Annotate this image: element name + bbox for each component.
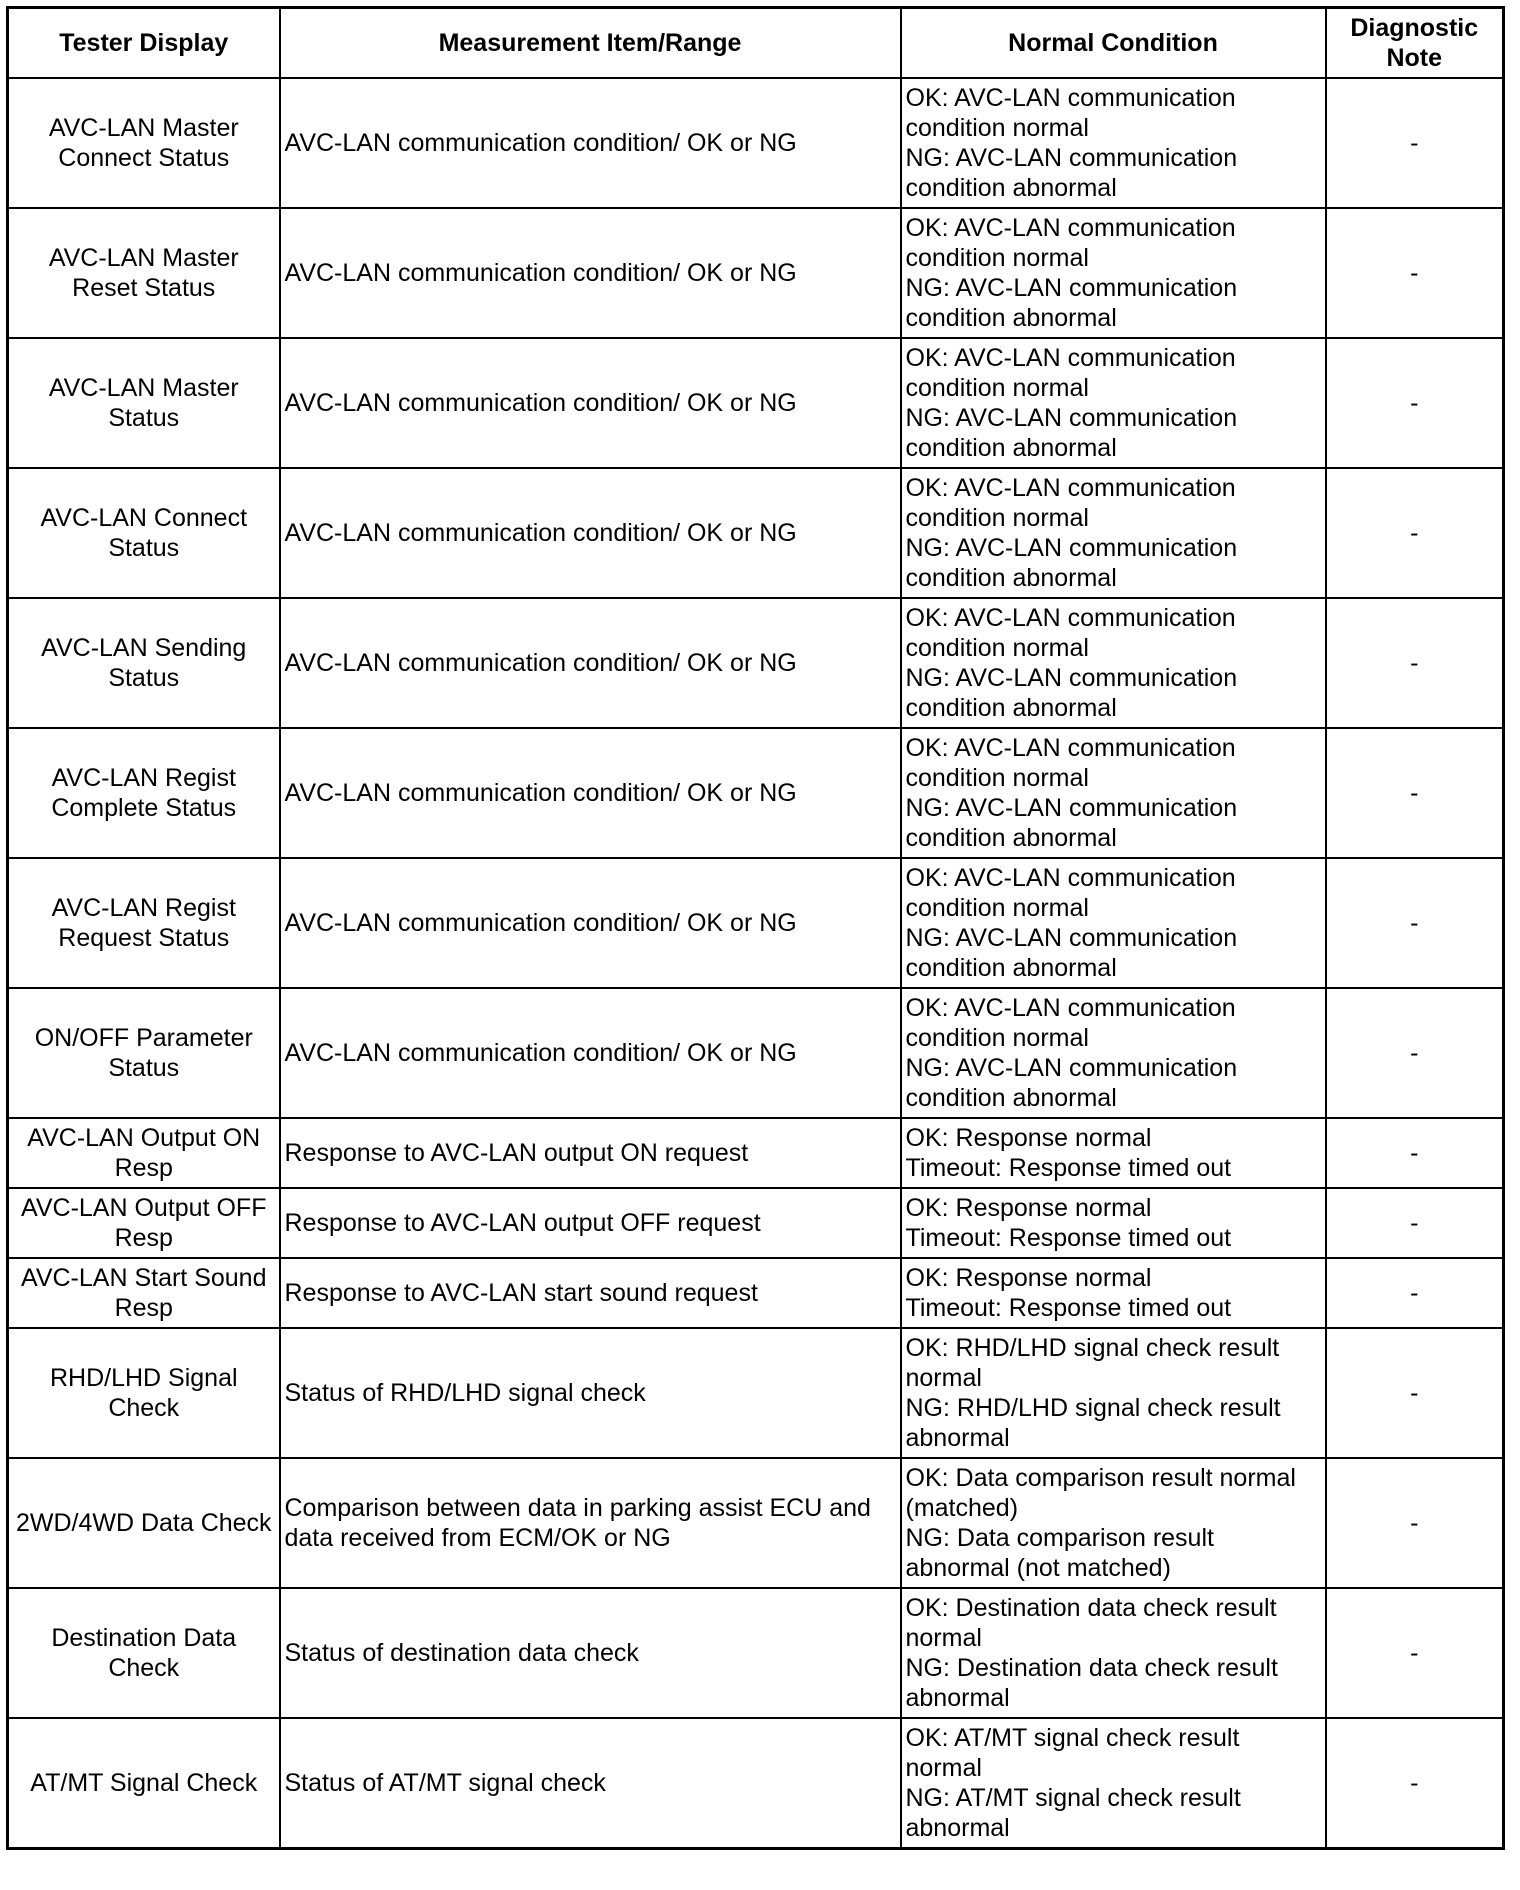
cell-normal-condition: OK: AVC-LAN communication condition normal NG: AVC-LAN communication condition abnormal <box>901 208 1326 338</box>
cell-normal-condition: OK: AVC-LAN communication condition normal NG: AVC-LAN communication condition abnormal <box>901 78 1326 208</box>
cell-tester-display: AVC-LAN Start Sound Resp <box>8 1258 280 1328</box>
cell-tester-display: Destination Data Check <box>8 1588 280 1718</box>
cell-tester-display: AVC-LAN Master Connect Status <box>8 78 280 208</box>
cell-normal-condition: OK: AT/MT signal check result normal NG: AT/MT signal check result abnormal <box>901 1718 1326 1849</box>
cell-tester-display: AVC-LAN Output OFF Resp <box>8 1188 280 1258</box>
cell-measurement: AVC-LAN communication condition/ OK or NG <box>280 468 901 598</box>
cell-tester-display: AVC-LAN Master Reset Status <box>8 208 280 338</box>
table-row <box>8 1118 1504 1188</box>
cell-measurement: Status of AT/MT signal check <box>280 1718 901 1849</box>
cell-measurement: AVC-LAN communication condition/ OK or NG <box>280 598 901 728</box>
table-row <box>8 208 1504 338</box>
table-row <box>8 1188 1504 1258</box>
header-tester-display: Tester Display <box>8 8 280 79</box>
cell-diagnostic-note: - <box>1326 1188 1504 1258</box>
cell-diagnostic-note: - <box>1326 1258 1504 1328</box>
cell-normal-condition: OK: AVC-LAN communication condition normal NG: AVC-LAN communication condition abnormal <box>901 468 1326 598</box>
cell-measurement: AVC-LAN communication condition/ OK or NG <box>280 858 901 988</box>
table-row <box>8 598 1504 728</box>
cell-diagnostic-note: - <box>1326 1328 1504 1458</box>
cell-diagnostic-note: - <box>1326 1588 1504 1718</box>
cell-normal-condition: OK: Response normal Timeout: Response timed out <box>901 1258 1326 1328</box>
cell-normal-condition: OK: Destination data check result normal NG: Destination data check result abnormal <box>901 1588 1326 1718</box>
table-row <box>8 1328 1504 1458</box>
cell-measurement: Comparison between data in parking assist ECU and data received from ECM/OK or NG <box>280 1458 901 1588</box>
table-row <box>8 988 1504 1118</box>
cell-diagnostic-note: - <box>1326 1718 1504 1849</box>
cell-tester-display: 2WD/4WD Data Check <box>8 1458 280 1588</box>
cell-normal-condition: OK: AVC-LAN communication condition normal NG: AVC-LAN communication condition abnormal <box>901 728 1326 858</box>
cell-measurement: Response to AVC-LAN output ON request <box>280 1118 901 1188</box>
cell-tester-display: AT/MT Signal Check <box>8 1718 280 1849</box>
cell-normal-condition: OK: RHD/LHD signal check result normal NG: RHD/LHD signal check result abnormal <box>901 1328 1326 1458</box>
cell-diagnostic-note: - <box>1326 598 1504 728</box>
cell-measurement: Status of destination data check <box>280 1588 901 1718</box>
table-row <box>8 1258 1504 1328</box>
table-row <box>8 338 1504 468</box>
cell-tester-display: AVC-LAN Sending Status <box>8 598 280 728</box>
table-row <box>8 1718 1504 1849</box>
cell-normal-condition: OK: AVC-LAN communication condition normal NG: AVC-LAN communication condition abnormal <box>901 858 1326 988</box>
cell-diagnostic-note: - <box>1326 78 1504 208</box>
cell-normal-condition: OK: AVC-LAN communication condition normal NG: AVC-LAN communication condition abnormal <box>901 338 1326 468</box>
cell-normal-condition: OK: Response normal Timeout: Response timed out <box>901 1118 1326 1188</box>
cell-diagnostic-note: - <box>1326 1458 1504 1588</box>
cell-measurement: Status of RHD/LHD signal check <box>280 1328 901 1458</box>
cell-diagnostic-note: - <box>1326 1118 1504 1188</box>
header-measurement: Measurement Item/Range <box>280 8 901 79</box>
cell-tester-display: AVC-LAN Regist Request Status <box>8 858 280 988</box>
table-row <box>8 1588 1504 1718</box>
cell-tester-display: RHD/LHD Signal Check <box>8 1328 280 1458</box>
cell-normal-condition: OK: Data comparison result normal (matched) NG: Data comparison result abnormal (not matched) <box>901 1458 1326 1588</box>
cell-diagnostic-note: - <box>1326 988 1504 1118</box>
cell-normal-condition: OK: AVC-LAN communication condition normal NG: AVC-LAN communication condition abnormal <box>901 988 1326 1118</box>
table-row <box>8 1458 1504 1588</box>
table-body <box>8 78 1504 1849</box>
header-diagnostic-note: Diagnostic Note <box>1326 8 1504 79</box>
cell-diagnostic-note: - <box>1326 208 1504 338</box>
cell-tester-display: AVC-LAN Connect Status <box>8 468 280 598</box>
table-row <box>8 858 1504 988</box>
cell-tester-display: AVC-LAN Regist Complete Status <box>8 728 280 858</box>
cell-measurement: AVC-LAN communication condition/ OK or NG <box>280 338 901 468</box>
cell-tester-display: ON/OFF Parameter Status <box>8 988 280 1118</box>
cell-measurement: Response to AVC-LAN output OFF request <box>280 1188 901 1258</box>
table-header-row <box>8 8 1504 79</box>
cell-measurement: AVC-LAN communication condition/ OK or NG <box>280 988 901 1118</box>
table-row <box>8 468 1504 598</box>
table-row <box>8 728 1504 858</box>
cell-tester-display: AVC-LAN Output ON Resp <box>8 1118 280 1188</box>
cell-measurement: AVC-LAN communication condition/ OK or NG <box>280 728 901 858</box>
cell-normal-condition: OK: Response normal Timeout: Response timed out <box>901 1188 1326 1258</box>
cell-measurement: AVC-LAN communication condition/ OK or NG <box>280 208 901 338</box>
cell-diagnostic-note: - <box>1326 338 1504 468</box>
data-monitor-table <box>6 6 1505 1850</box>
cell-tester-display: AVC-LAN Master Status <box>8 338 280 468</box>
cell-measurement: Response to AVC-LAN start sound request <box>280 1258 901 1328</box>
cell-diagnostic-note: - <box>1326 728 1504 858</box>
cell-normal-condition: OK: AVC-LAN communication condition normal NG: AVC-LAN communication condition abnormal <box>901 598 1326 728</box>
table-row <box>8 78 1504 208</box>
cell-measurement: AVC-LAN communication condition/ OK or NG <box>280 78 901 208</box>
header-normal-condition: Normal Condition <box>901 8 1326 79</box>
cell-diagnostic-note: - <box>1326 468 1504 598</box>
cell-diagnostic-note: - <box>1326 858 1504 988</box>
